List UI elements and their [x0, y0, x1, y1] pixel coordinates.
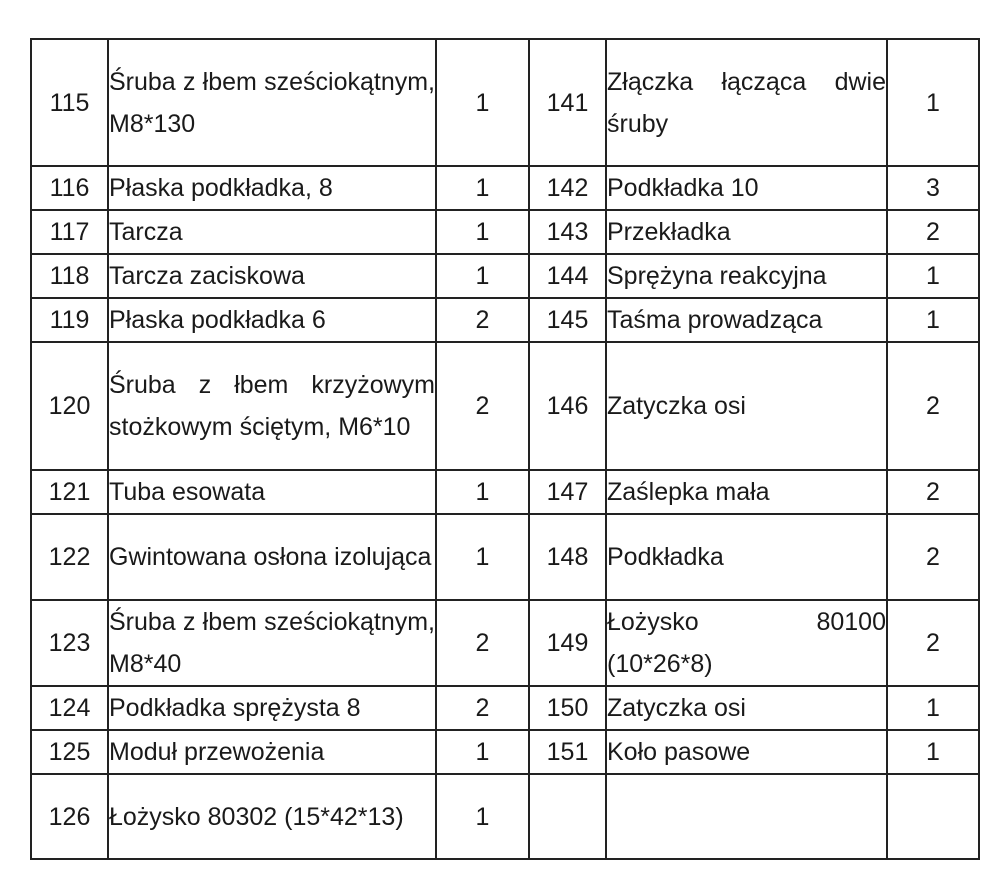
part-name: Taśma prowadząca — [606, 298, 887, 342]
part-quantity: 2 — [436, 686, 529, 730]
table-row — [31, 210, 979, 254]
part-name: Zatyczka osi — [606, 342, 887, 470]
empty-cell — [606, 774, 887, 859]
table-row — [31, 298, 979, 342]
part-quantity: 1 — [436, 774, 529, 859]
part-quantity: 3 — [887, 166, 979, 210]
part-quantity: 1 — [436, 254, 529, 298]
part-name: Płaska podkładka, 8 — [108, 166, 436, 210]
table-row — [31, 39, 979, 166]
part-number: 125 — [31, 730, 108, 774]
part-quantity: 2 — [436, 298, 529, 342]
part-number: 117 — [31, 210, 108, 254]
part-quantity: 2 — [436, 342, 529, 470]
part-name: Śruba z łbem krzyżowym stożkowym ściętym, M6*10 — [108, 342, 436, 470]
part-quantity: 1 — [436, 470, 529, 514]
part-quantity: 2 — [887, 600, 979, 686]
part-name: Zatyczka osi — [606, 686, 887, 730]
part-number: 119 — [31, 298, 108, 342]
part-quantity: 2 — [436, 600, 529, 686]
part-name: Koło pasowe — [606, 730, 887, 774]
part-name: Moduł przewożenia — [108, 730, 436, 774]
part-name: Zaślepka mała — [606, 470, 887, 514]
part-quantity: 1 — [887, 298, 979, 342]
parts-list-table — [30, 38, 980, 860]
table-row — [31, 514, 979, 600]
part-name: Podkładka sprężysta 8 — [108, 686, 436, 730]
part-quantity: 1 — [887, 730, 979, 774]
part-quantity: 1 — [436, 166, 529, 210]
part-quantity: 1 — [436, 730, 529, 774]
part-name: Łożysko 80100 (10*26*8) — [606, 600, 887, 686]
part-number: 142 — [529, 166, 606, 210]
part-quantity: 2 — [887, 514, 979, 600]
part-number: 145 — [529, 298, 606, 342]
part-number: 120 — [31, 342, 108, 470]
part-quantity: 2 — [887, 470, 979, 514]
part-name: Sprężyna reakcyjna — [606, 254, 887, 298]
part-number: 150 — [529, 686, 606, 730]
part-name: Tuba esowata — [108, 470, 436, 514]
table-row — [31, 470, 979, 514]
table-row — [31, 600, 979, 686]
part-name: Tarcza zaciskowa — [108, 254, 436, 298]
part-number: 148 — [529, 514, 606, 600]
part-number: 124 — [31, 686, 108, 730]
table-row — [31, 774, 979, 859]
empty-cell — [887, 774, 979, 859]
part-quantity: 1 — [887, 254, 979, 298]
part-name: Podkładka 10 — [606, 166, 887, 210]
part-number: 115 — [31, 39, 108, 166]
table-row — [31, 254, 979, 298]
part-quantity: 2 — [887, 210, 979, 254]
part-name: Tarcza — [108, 210, 436, 254]
part-quantity: 1 — [887, 686, 979, 730]
empty-cell — [529, 774, 606, 859]
part-name: Łożysko 80302 (15*42*13) — [108, 774, 436, 859]
part-quantity: 2 — [887, 342, 979, 470]
part-number: 144 — [529, 254, 606, 298]
table-row — [31, 686, 979, 730]
part-name: Płaska podkładka 6 — [108, 298, 436, 342]
part-number: 121 — [31, 470, 108, 514]
part-number: 122 — [31, 514, 108, 600]
part-quantity: 1 — [436, 210, 529, 254]
part-number: 143 — [529, 210, 606, 254]
part-name: Podkładka — [606, 514, 887, 600]
part-number: 118 — [31, 254, 108, 298]
part-name: Śruba z łbem sześciokątnym, M8*40 — [108, 600, 436, 686]
part-number: 123 — [31, 600, 108, 686]
part-number: 149 — [529, 600, 606, 686]
part-quantity: 1 — [887, 39, 979, 166]
part-name: Śruba z łbem sześciokątnym, M8*130 — [108, 39, 436, 166]
part-number: 151 — [529, 730, 606, 774]
table-row — [31, 730, 979, 774]
part-name: Gwintowana osłona izolująca — [108, 514, 436, 600]
part-name: Złączka łącząca dwie śruby — [606, 39, 887, 166]
part-quantity: 1 — [436, 39, 529, 166]
part-number: 146 — [529, 342, 606, 470]
table-row — [31, 342, 979, 470]
part-quantity: 1 — [436, 514, 529, 600]
table-row — [31, 166, 979, 210]
part-number: 141 — [529, 39, 606, 166]
part-name: Przekładka — [606, 210, 887, 254]
part-number: 126 — [31, 774, 108, 859]
part-number: 147 — [529, 470, 606, 514]
part-number: 116 — [31, 166, 108, 210]
